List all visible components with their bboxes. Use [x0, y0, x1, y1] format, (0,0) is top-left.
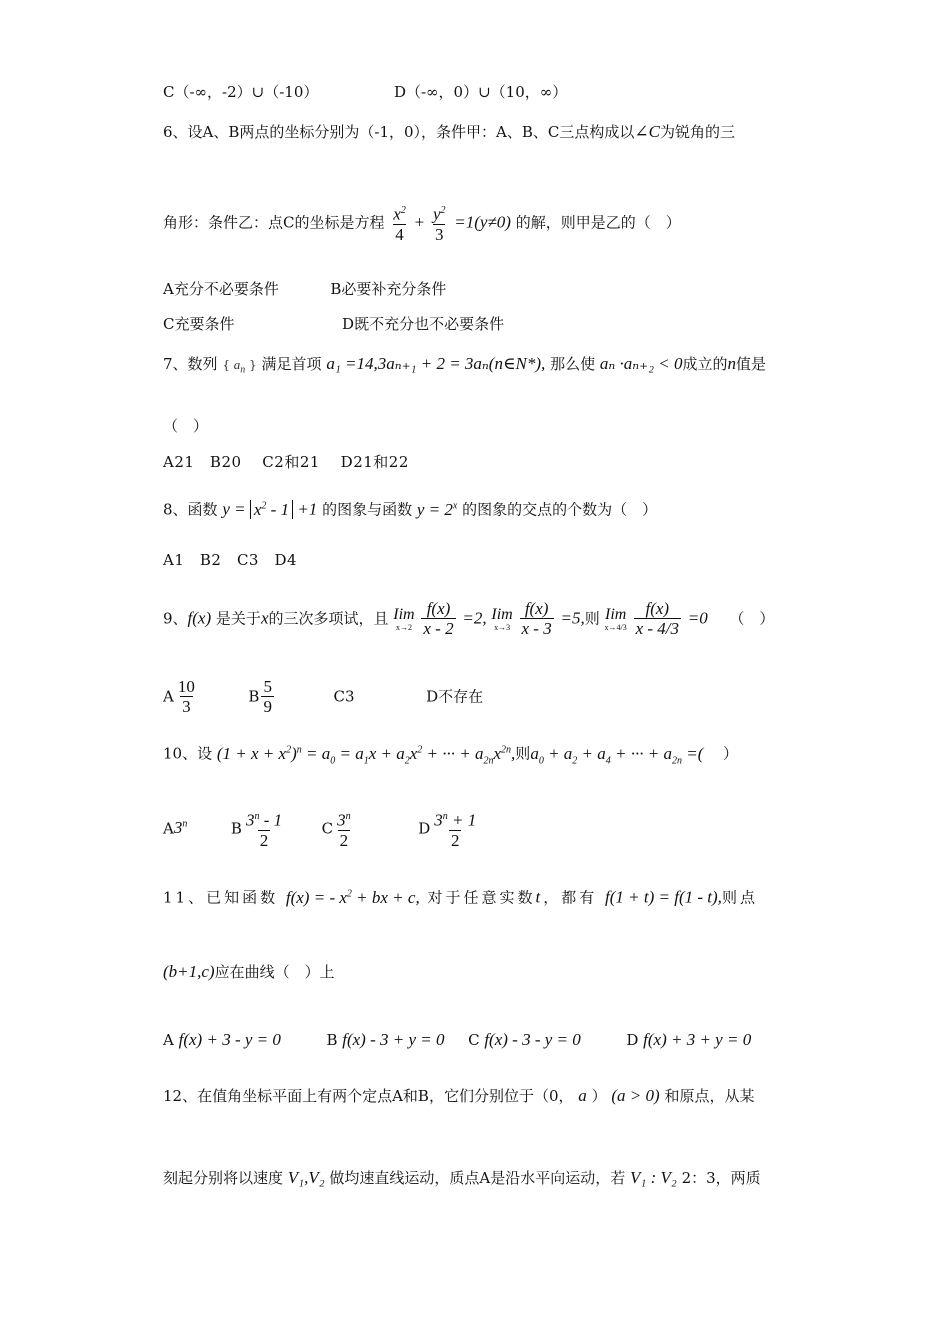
q6-options-ab [163, 279, 446, 299]
fraction-fx-over-x-2: $\frac{f(x)}{x - 2}$ [423, 599, 454, 638]
q7-condition: aₙ ·aₙ₊₂ < 0 [599, 354, 683, 373]
q5-option-c: C（-∞，-2）∪（-10） [163, 83, 319, 101]
q11-option-b: B [326, 1031, 338, 1049]
q11-point: (b+1,c) [163, 962, 215, 981]
q9-option-c: C3 [333, 687, 355, 706]
q6-option-d: D既不充分也不必要条件 [342, 315, 505, 333]
q10-sum: $a_0 + a_2 + a_4$ + ··· + $a_{2n}$ =( [530, 743, 704, 767]
q11-function: f(x) = - $x^2$ + bx + c, [285, 887, 420, 907]
q6-option-c: C充要条件 [163, 315, 235, 333]
equation-tail: =1(y≠0) [454, 212, 511, 232]
q6-line-1: 6、设A、B两点的坐标分别为（-1，0），条件甲：A、B、C三点构成以∠C为锐角的三 [163, 122, 735, 141]
q11-option-c: C [468, 1031, 480, 1049]
q6-option-b: B必要补充分条件 [330, 280, 447, 298]
q11-line-2: (b+1,c)应在曲线（ ）上 [163, 962, 335, 981]
fraction-fx-over-x-3: $\frac{f(x)}{x - 3}$ [521, 599, 552, 638]
q9-option-b: B [248, 687, 260, 706]
q9-option-a: A [163, 687, 174, 706]
q10-option-c: C [321, 819, 334, 838]
q9-options: A $\frac{10}{3}$ B $\frac{5}{9}$ C3 D不存在 [163, 677, 484, 716]
q12-condition: (a > 0) [611, 1086, 660, 1105]
fraction-fx-over-x-4-3: $\frac{f(x)}{x - 4/3}$ [635, 599, 679, 638]
q7-options: A21 B20 C2和21 D21和22 [163, 453, 409, 471]
q7-line-1: 7、数列 { $a_n$ } 满足首项 a₁ =14,3aₙ₊₁ + 2 = 3aₙ(n∈N*), 那么使 aₙ ·aₙ₊₂ < 0成立的n值是 [163, 354, 767, 376]
q10-expansion: $(1 + x + x^2)^n = a_0 = a_1x + a_2x^2$ + ··· + $a_{2n}x^{2n}$, [216, 743, 516, 767]
q8-options: A1 B2 C3 D4 [163, 551, 298, 569]
q6-line-2: 角形：条件乙：点C的坐标是方程 $\frac{x^2}{4}$ + $\frac{y^2}{3}$ =1(y≠0) 的解，则甲是乙的（ ） [163, 202, 681, 245]
q11-option-a: A [163, 1031, 174, 1049]
limit-x-to-2: Iim x→2 [393, 605, 415, 632]
limit-x-to-4-3: Iim x→4/3 [604, 605, 627, 632]
q5-option-d: D（-∞，0）∪（10，∞） [393, 83, 568, 101]
q6-options-cd [163, 314, 504, 334]
q12-velocities: V₁,V₂ [287, 1168, 325, 1187]
fraction-y2-over-3: $\frac{y^2}{3}$ [432, 204, 446, 244]
q11-symmetry: f(1 + t) = f(1 - t), [605, 887, 722, 907]
q9-line: 9、f(x) 是关于x的三次多项试，且 Iim x→2 $\frac{f(x)}{x - 2}$ =2, Iim x→3 $\frac{f(x)}{x - 3}$ =5,则 Iim x→4/3 $\frac{f(x)}{x - 4/3}$ =0 （ ） [163, 599, 775, 638]
sequence-braces: { $a_n$ } [222, 357, 257, 376]
q8-line: 8、函数 $y = x^2 - 1 +1$ 的图象与函数 $y = 2^x$ 的图象的交点的个数为（ ） [163, 499, 658, 519]
q12-line-2: 刻起分别将以速度 V₁,V₂ 做均速直线运动，质点A是沿水平向运动，若 V₁ : V₂ 2：3，两质 [163, 1168, 761, 1187]
q7-paren: （ ） [163, 417, 209, 435]
q9-option-d: D不存在 [426, 687, 484, 706]
q7-recurrence: a₁ =14,3aₙ₊₁ + 2 = 3aₙ(n∈N*), [326, 354, 546, 373]
q11-options: A f(x) + 3 - y = 0 B f(x) - 3 + y = 0 C f(x) - 3 - y = 0 D f(x) + 3 + y = 0 [163, 1030, 752, 1049]
q10-option-d: D [418, 819, 431, 838]
function-y-2-power-x: $y = 2^x$ [416, 499, 458, 519]
q5-options [163, 82, 567, 102]
q11-option-d: D [626, 1031, 639, 1049]
angle-c: ∠C [634, 122, 660, 141]
q11-line-1: 11、已知函数 f(x) = - $x^2$ + bx + c, 对于任意实数t，都有 f(1 + t) = f(1 - t),则点 [163, 887, 758, 907]
q10-line: 10、设 $(1 + x + x^2)^n = a_0 = a_1x + a_2x^2$ + ··· + $a_{2n}x^{2n}$,则$a_0 + a_2 + a_4$ + ··· + $a_{2n}$ =( ） [163, 743, 738, 767]
q10-option-b: B [230, 819, 242, 838]
fraction-x2-over-4: $\frac{x^2}{4}$ [393, 204, 406, 244]
q10-options: A3$^n$ B $\frac{3^n - 1}{2}$ C $\frac{3^n}{2}$ D $\frac{3^n + 1}{2}$ [163, 810, 477, 850]
q12-line-1: 12、在值角坐标平面上有两个定点A和B，它们分别位于（0， a ） (a > 0) 和原点，从某 [163, 1086, 755, 1105]
q12-ratio: V₁ : V₂ [630, 1168, 677, 1187]
function-y-abs: $y = x^2 - 1 +1$ [222, 499, 318, 519]
limit-x-to-3: Iim x→3 [491, 605, 513, 632]
q6-option-a: A充分不必要条件 [163, 280, 279, 298]
q10-option-a: A [163, 819, 174, 838]
